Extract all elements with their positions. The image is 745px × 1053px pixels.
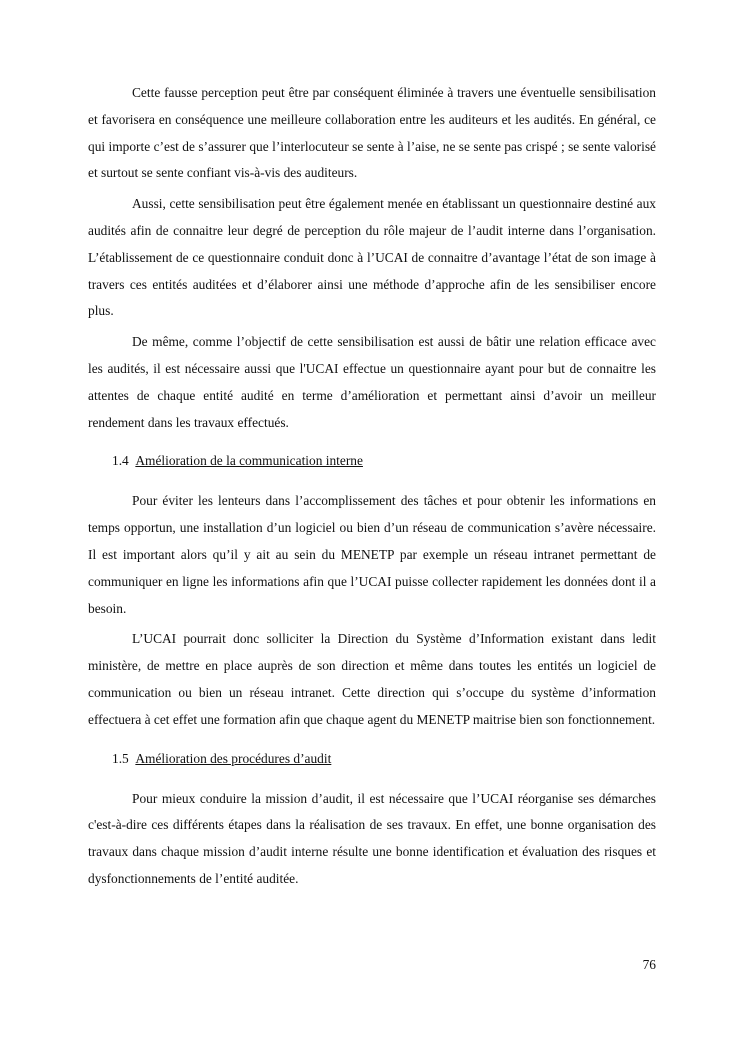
section-heading-1-4 bbox=[88, 448, 656, 474]
paragraph-sensibilisation-3: De même, comme l’objectif de cette sensibilisation est aussi de bâtir une relation efficace avec les audités, il est nécessaire aussi que l'UCAI effectue un questionnaire ayant pour but de connaitre les attentes de chaque entité audité en terme d’amélioration et permettant ainsi d’avoir un meilleur rendement dans les travaux effectués. bbox=[88, 334, 656, 430]
section-title: Amélioration de la communication interne bbox=[135, 453, 363, 469]
paragraph-communication-2: L’UCAI pourrait donc solliciter la Direction du Système d’Information existant dans ledit ministère, de mettre en place auprès de son direction et même dans toutes les entités un logiciel de communication ou bien un réseau intranet. Cette direction qui s’occupe du système d’information effectuera à cet effet une formation afin que chaque agent du MENETP maitrise bien son fonctionnement. bbox=[88, 631, 656, 727]
paragraph-sensibilisation-2: Aussi, cette sensibilisation peut être également menée en établissant un questionnaire destiné aux audités afin de connaitre leur degré de perception du rôle majeur de l’audit interne dans l’organisation. L’établissement de ce questionnaire conduit donc à l’UCAI de connaitre d’avantage l’état de son image à travers ces entités auditées et d’élaborer ainsi une méthode d’approche afin de les sensibiliser encore plus. bbox=[88, 196, 656, 319]
section-number: 1.4 bbox=[112, 453, 129, 469]
section-title: Amélioration des procédures d’audit bbox=[135, 750, 332, 766]
section-heading-1-5 bbox=[88, 746, 656, 772]
section-number: 1.5 bbox=[112, 750, 129, 766]
page-number: 76 bbox=[642, 957, 656, 972]
paragraph-sensibilisation-1: Cette fausse perception peut être par conséquent éliminée à travers une éventuelle sensibilisation et favorisera en conséquence une meilleure collaboration entre les auditeurs et les audités. En général, ce qui importe c’est de s’assurer que l’interlocuteur se sente à l’aise, ne se sente pas crispé ; se sente valorisé et surtout se sente confiant vis-à-vis des auditeurs. bbox=[88, 85, 656, 181]
paragraph-procedures-1: Pour mieux conduire la mission d’audit, il est nécessaire que l’UCAI réorganise ses démarches c'est-à-dire ces différents étapes dans la réalisation de ses travaux. En effet, une bonne organisation des travaux dans chaque mission d’audit interne résulte une bonne identification et évaluation des risques et dysfonctionnements de l’entité auditée. bbox=[88, 790, 656, 886]
document-page bbox=[88, 80, 656, 897]
paragraph-communication-1: Pour éviter les lenteurs dans l’accomplissement des tâches et pour obtenir les informations en temps opportun, une installation d’un logiciel ou bien d’un réseau de communication s’avère nécessaire. Il est important alors qu’il y ait au sein du MENETP par exemple un réseau intranet permettant de communiquer en ligne les informations afin que l’UCAI puisse collecter rapidement les données dont il a besoin. bbox=[88, 493, 656, 616]
